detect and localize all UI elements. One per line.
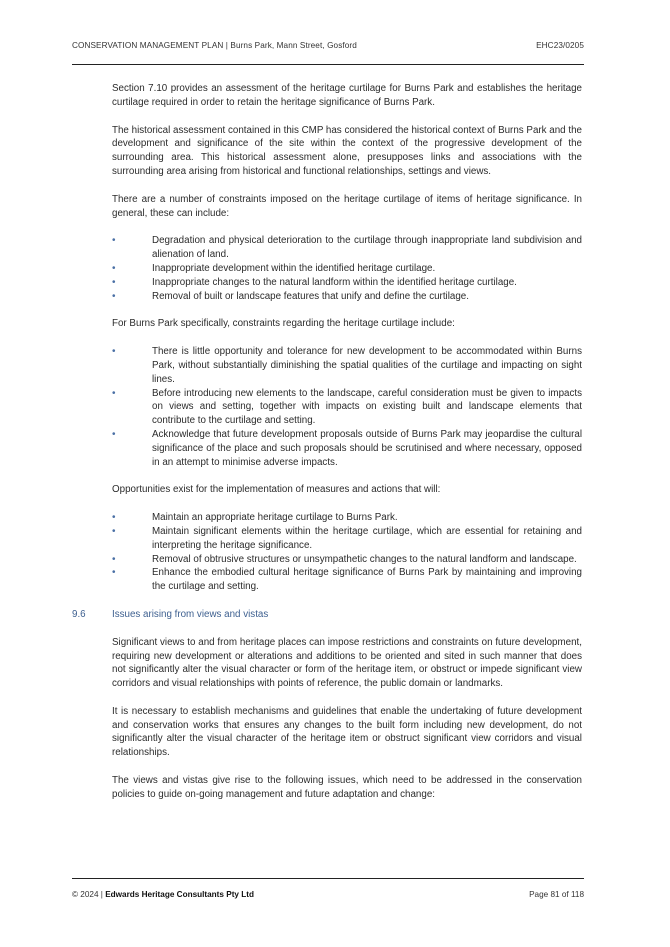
- paragraph: Opportunities exist for the implementation of measures and actions that will:: [112, 484, 441, 496]
- specific-constraints-list: [112, 345, 582, 469]
- paragraph: The historical assessment contained in this CMP has considered the historical context of Burns Park and the development and significance of the site within the context of the progressive development of the surrounding area. This historical assessment alone, presupposes links and associations with the surrounding area arising from historical and functional relationships, settings and views.: [112, 124, 582, 177]
- bullet-icon: •: [112, 567, 116, 579]
- list-item: • Acknowledge that future development proposals outside of Burns Park may jeopardise the cultural significance of the place and such proposals should be scrutinised and where necessary, opposed in an attempt to minimise adverse impacts.: [112, 428, 582, 468]
- paragraph: Section 7.10 provides an assessment of the heritage curtilage for Burns Park and establishes the heritage curtilage required in order to retain the heritage significance of Burns Park.: [112, 83, 582, 108]
- paragraph: There are a number of constraints imposed on the heritage curtilage of items of heritage significance. In general, these can include:: [112, 193, 582, 219]
- constraints-list: [112, 234, 582, 303]
- list-item: • Inappropriate development within the identified heritage curtilage.: [112, 262, 436, 274]
- bullet-icon: •: [112, 276, 116, 288]
- header-divider: [72, 64, 584, 65]
- bullet-icon: •: [112, 428, 116, 440]
- list-item: • Removal of obtrusive structures or unsympathetic changes to the natural landform and landscape.: [112, 553, 577, 565]
- list-item: • Degradation and physical deterioration to the curtilage through inappropriate land subdivision and alienation of land.: [112, 235, 582, 261]
- page-header: [72, 41, 584, 50]
- bullet-icon: •: [112, 387, 116, 399]
- section-title: Issues arising from views and vistas: [112, 608, 269, 620]
- page-number: Page 81 of 118: [529, 890, 584, 899]
- list-item: • Inappropriate changes to the natural landform within the identified heritage curtilage.: [112, 276, 517, 288]
- page-content: [72, 82, 582, 816]
- document-reference: EHC23/0205: [536, 41, 584, 50]
- bullet-icon: •: [112, 525, 116, 537]
- list-item: • Removal of built or landscape features that unify and define the curtilage.: [112, 290, 469, 302]
- bullet-icon: •: [112, 262, 116, 274]
- list-item: • Before introducing new elements to the landscape, careful consideration must be given to impacts on views and setting, together with impacts on existing built and landscape elements that contribute to the curtilage and setting.: [112, 387, 582, 427]
- page-footer: [72, 890, 584, 899]
- section-number: 9.6: [72, 608, 86, 620]
- list-item: • Maintain an appropriate heritage curtilage to Burns Park.: [112, 512, 398, 524]
- opportunities-list: [112, 511, 582, 594]
- copyright: © 2024 |: [72, 890, 103, 899]
- paragraph: It is necessary to establish mechanisms and guidelines that enable the undertaking of future development and conservation works that ensures any changes to the built form including new development, do not significantly alter the visual character of the heritage item or obstruct significant view corridors and visual relationships.: [112, 705, 582, 759]
- list-item: • Enhance the embodied cultural heritage significance of Burns Park by maintaining and improving the curtilage and setting.: [112, 567, 582, 593]
- bullet-icon: •: [112, 290, 116, 302]
- footer-divider: [72, 878, 584, 879]
- section-heading: [72, 608, 582, 622]
- list-item: • Maintain significant elements within the heritage curtilage, which are essential for retaining and interpreting the heritage significance.: [112, 525, 582, 551]
- company-name: Edwards Heritage Consultants Pty Ltd: [105, 890, 254, 899]
- bullet-icon: •: [112, 346, 116, 358]
- document-title: CONSERVATION MANAGEMENT PLAN | Burns Park, Mann Street, Gosford: [72, 41, 357, 50]
- bullet-icon: •: [112, 512, 116, 524]
- list-item: • There is little opportunity and tolerance for new development to be accommodated within Burns Park, without substantially diminishing the spatial qualities of the curtilage and impacting on sight lines.: [112, 346, 582, 385]
- paragraph: For Burns Park specifically, constraints regarding the heritage curtilage include:: [112, 318, 455, 330]
- paragraph: The views and vistas give rise to the following issues, which need to be addressed in the conservation policies to guide on-going management and future adaptation and change:: [112, 775, 582, 800]
- bullet-icon: •: [112, 553, 116, 565]
- paragraph: Significant views to and from heritage places can impose restrictions and constraints on future development, requiring new development or alterations and additions to be oriented and sited in such manner that does not significantly alter the visual character or form of the heritage item, or obstruct or impede significant view corridors and visual relationships with points of reference, the public domain or landmarks.: [112, 636, 582, 690]
- bullet-icon: •: [112, 235, 116, 247]
